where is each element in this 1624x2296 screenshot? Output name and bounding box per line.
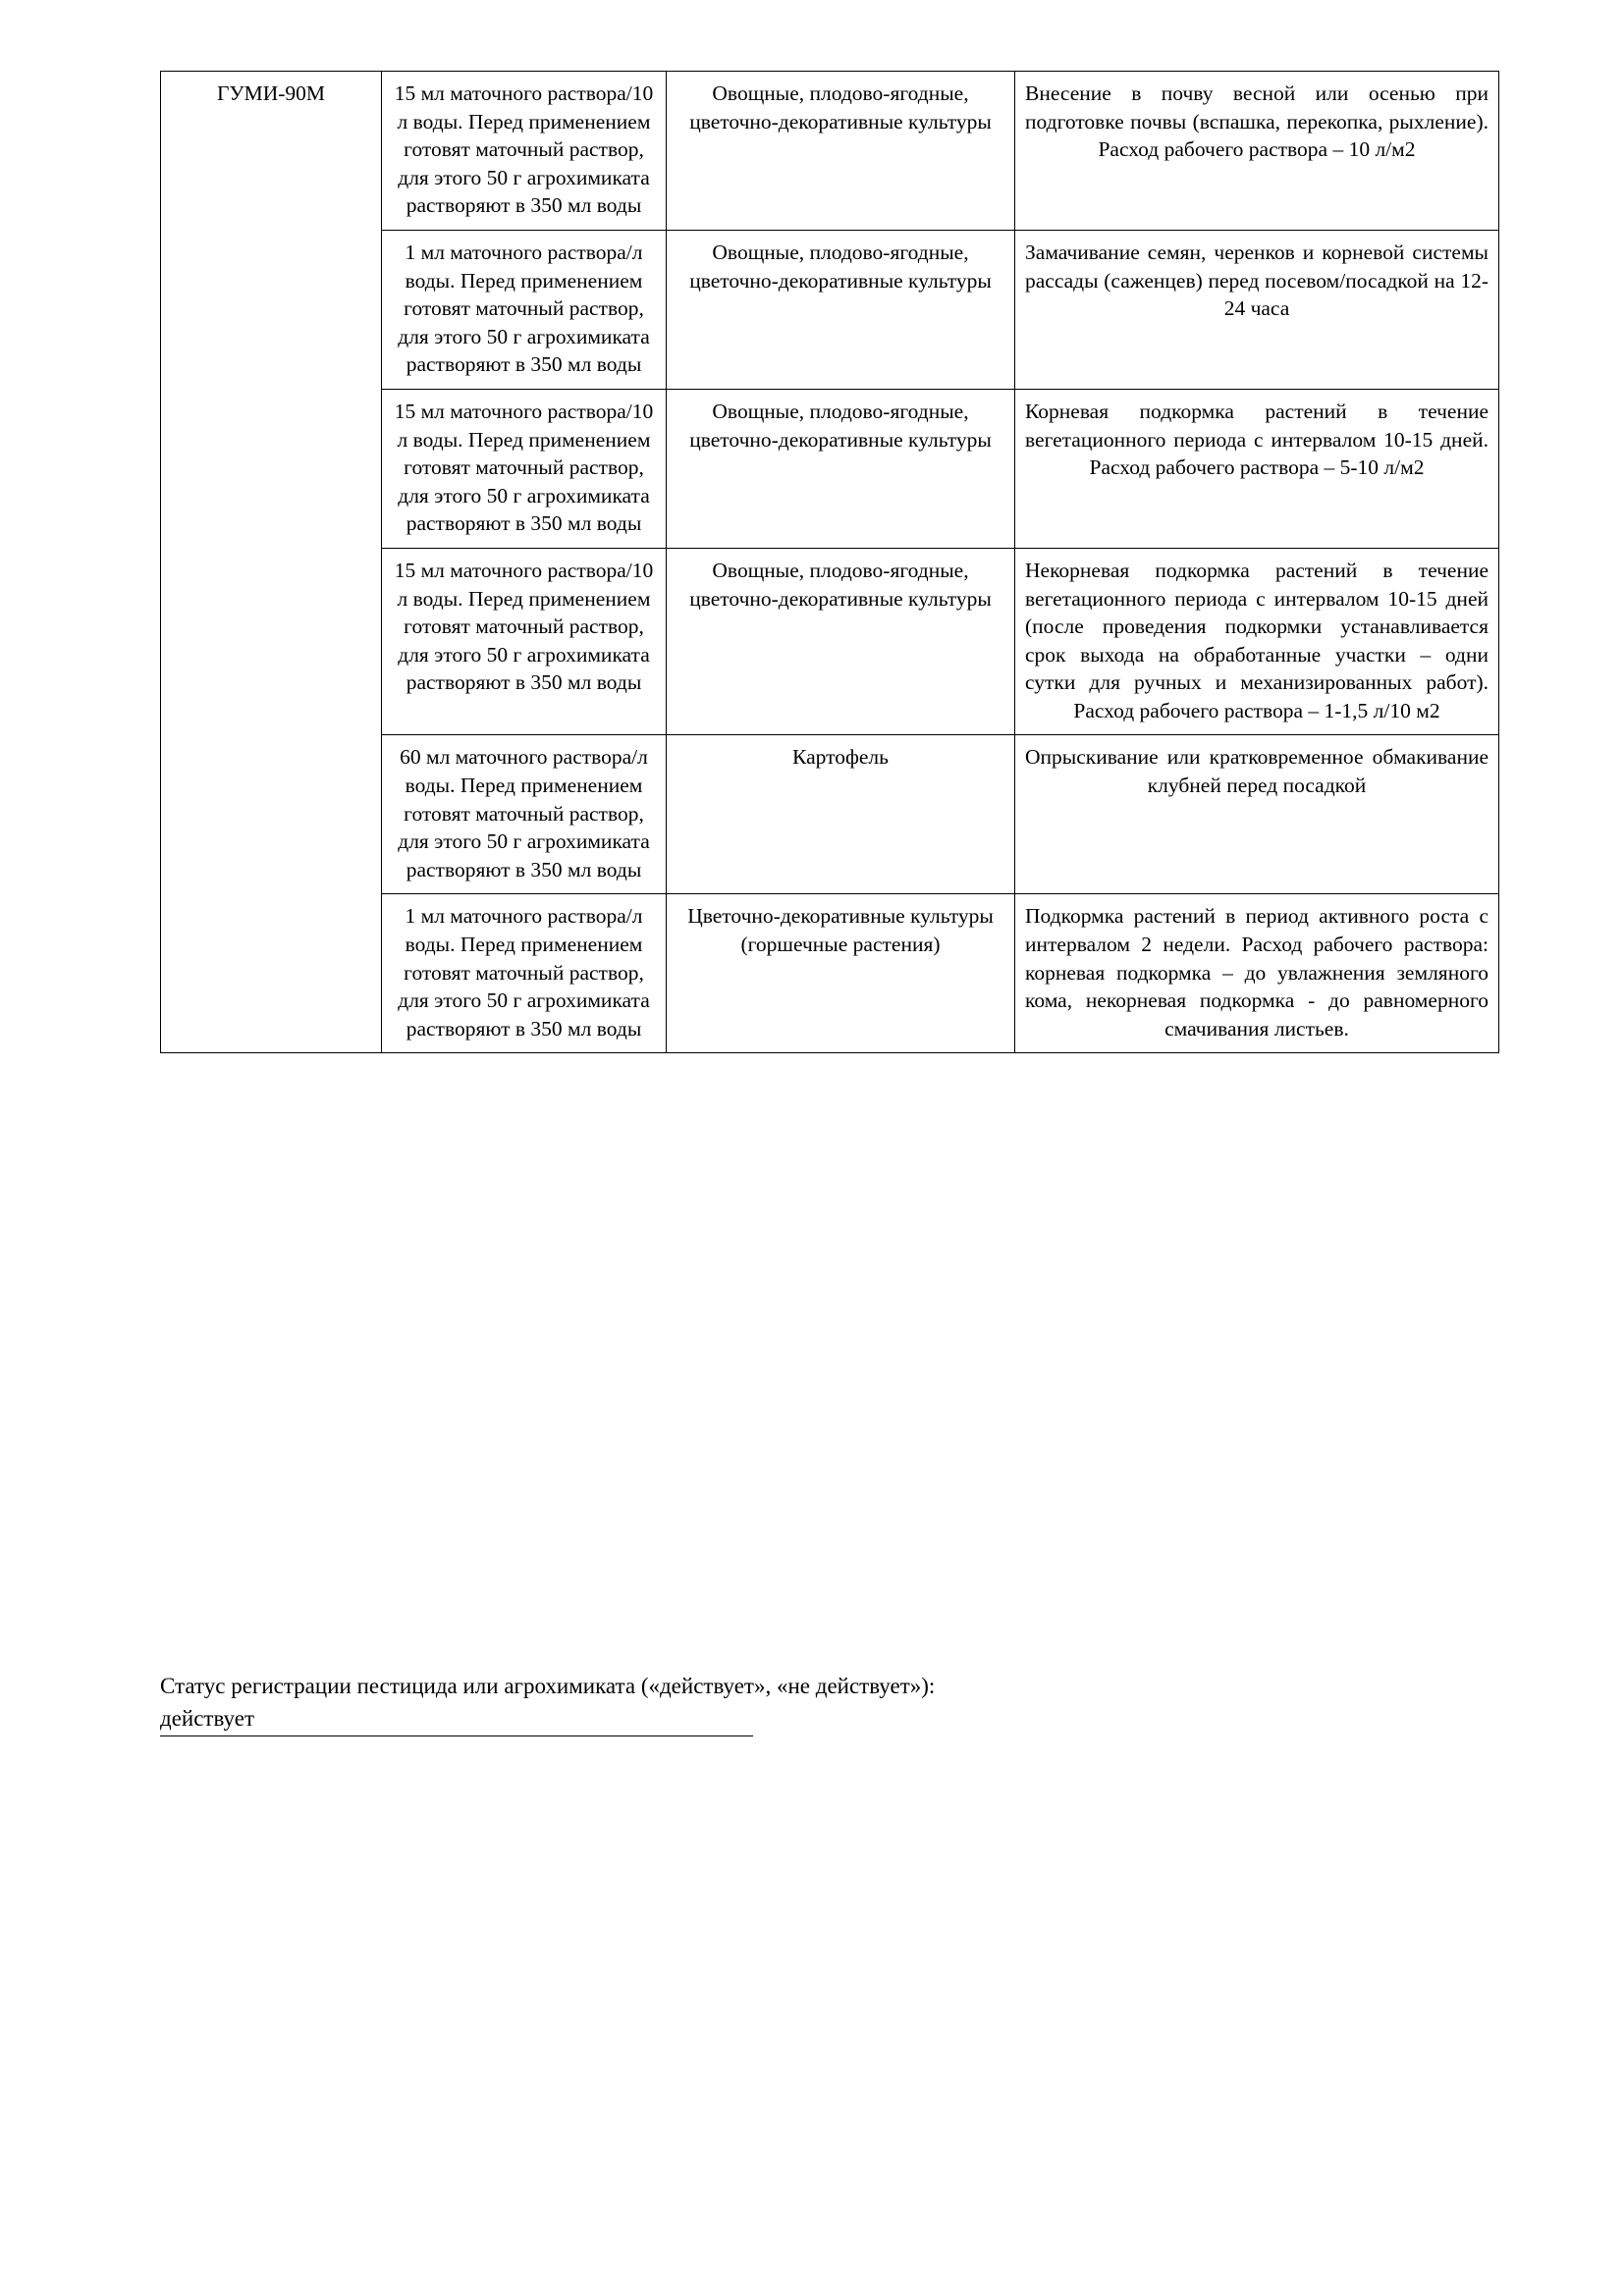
registration-status-value: действует <box>160 1706 255 1732</box>
dose-cell: 15 мл маточного раствора/10 л воды. Перед применением готовят маточный раствор, для этого 50 г агрохимиката растворяют в 350 мл воды <box>382 548 667 735</box>
crop-cell: Овощные, плодово-ягодные, цветочно-декоративные культуры <box>667 72 1015 231</box>
dose-cell: 60 мл маточного раствора/л воды. Перед применением готовят маточный раствор, для этого 50 г агрохимиката растворяют в 350 мл воды <box>382 735 667 894</box>
dose-cell: 1 мл маточного раствора/л воды. Перед применением готовят маточный раствор, для этого 50 г агрохимиката растворяют в 350 мл воды <box>382 894 667 1053</box>
method-cell: Корневая подкормка растений в течение вегетационного периода с интервалом 10-15 дней. Расход рабочего раствора – 5-10 л/м2 <box>1015 389 1499 548</box>
crop-cell: Картофель <box>667 735 1015 894</box>
dose-cell: 15 мл маточного раствора/10 л воды. Перед применением готовят маточный раствор, для этого 50 г агрохимиката растворяют в 350 мл воды <box>382 389 667 548</box>
crop-cell: Овощные, плодово-ягодные, цветочно-декоративные культуры <box>667 230 1015 389</box>
application-table <box>160 71 1499 1053</box>
method-cell: Подкормка растений в период активного роста с интервалом 2 недели. Расход рабочего раствора: корневая подкормка – до увлажнения земляного кома, некорневая подкормка - до равномерного смачивания листьев. <box>1015 894 1499 1053</box>
product-name-cell: ГУМИ-90М <box>161 72 382 1053</box>
method-cell: Внесение в почву весной или осенью при подготовке почвы (вспашка, перекопка, рыхление). Расход рабочего раствора – 10 л/м2 <box>1015 72 1499 231</box>
registration-status-label: Статус регистрации пестицида или агрохимиката («действует», «не действует»): <box>160 1674 936 1698</box>
dose-cell: 15 мл маточного раствора/10 л воды. Перед применением готовят маточный раствор, для этого 50 г агрохимиката растворяют в 350 мл воды <box>382 72 667 231</box>
registration-status-block <box>160 1670 1466 1736</box>
table-row <box>161 72 1499 231</box>
crop-cell: Овощные, плодово-ягодные, цветочно-декоративные культуры <box>667 389 1015 548</box>
crop-cell: Овощные, плодово-ягодные, цветочно-декоративные культуры <box>667 548 1015 735</box>
crop-cell: Цветочно-декоративные культуры (горшечные растения) <box>667 894 1015 1053</box>
method-cell: Опрыскивание или кратковременное обмакивание клубней перед посадкой <box>1015 735 1499 894</box>
registration-status-underline <box>160 1702 753 1735</box>
method-cell: Некорневая подкормка растений в течение вегетационного периода с интервалом 10-15 дней (после проведения подкормки устанавливается срок выхода на обработанные участки – одни сутки для ручных и механизированных работ). Расход рабочего раствора – 1-1,5 л/10 м2 <box>1015 548 1499 735</box>
method-cell: Замачивание семян, черенков и корневой системы рассады (саженцев) перед посевом/посадкой на 12-24 часа <box>1015 230 1499 389</box>
dose-cell: 1 мл маточного раствора/л воды. Перед применением готовят маточный раствор, для этого 50 г агрохимиката растворяют в 350 мл воды <box>382 230 667 389</box>
